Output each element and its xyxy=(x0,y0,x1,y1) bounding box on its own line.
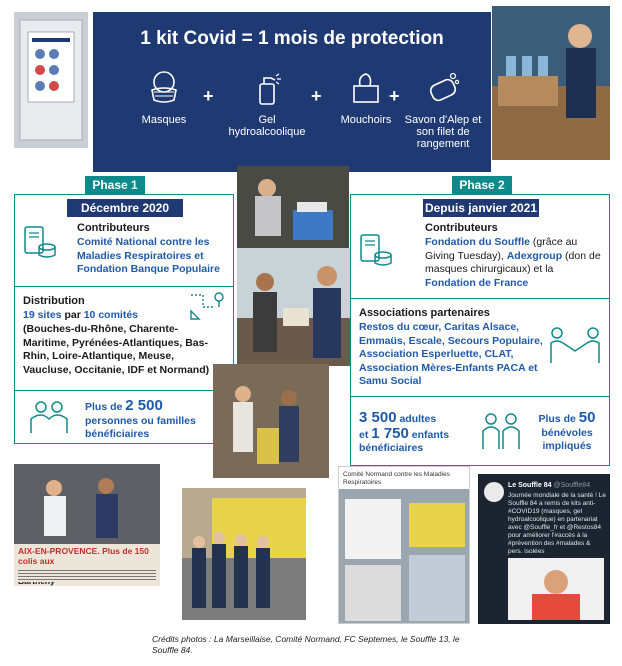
tweet-author: Le Souffle 84 @Souffle84 xyxy=(508,482,591,489)
photo-credits: Crédits photos : La Marseillaise, Comité Normand, FC Septemes, le Souffle 13, le Souffle 84. xyxy=(152,634,460,655)
tissue-box-icon xyxy=(346,68,386,108)
newspaper-clipping-photo xyxy=(14,464,160,586)
kit-item-tissues: Mouchoirs xyxy=(329,68,403,126)
phase1-beneficiaries-panel xyxy=(14,390,234,444)
mask-icon xyxy=(144,68,184,108)
plus-sign: + xyxy=(311,86,322,106)
volunteers-warehouse-photo xyxy=(492,6,610,160)
truck-team-photo xyxy=(182,488,306,620)
delivery-room-photo xyxy=(237,248,353,366)
tweet-screenshot xyxy=(478,474,610,624)
phase1-dist-list: (Bouches-du-Rhône, Charente-Maritime, Pyrénées-Atlantiques, Bas-Rhin, Loire-Atlantique, Meuse, Vaucluse, Occitanie, IDF et Normand) xyxy=(23,323,210,376)
volunteer-boxes-photo xyxy=(237,166,349,248)
newspaper-body-lines xyxy=(18,568,156,582)
phase2-associations-panel xyxy=(350,298,610,398)
phase2-volunteers: Plus de 50 bénévoles impliqués xyxy=(538,409,596,452)
facebook-post-photo xyxy=(338,466,470,624)
phase2-tab: Phase 2 xyxy=(452,176,512,194)
phase2-date: Depuis janvier 2021 xyxy=(424,201,538,215)
gel-bottle-icon xyxy=(247,68,287,108)
kit-banner xyxy=(93,12,491,172)
phase1-contrib-title: Contributeurs xyxy=(77,222,150,234)
kit-item-gel: Gel hydroalcoolique xyxy=(227,68,307,138)
kit-bag-photo xyxy=(14,12,88,148)
soap-icon xyxy=(423,68,463,108)
money-stack-icon xyxy=(359,233,393,269)
phase1-dist-title: Distribution xyxy=(23,295,85,307)
phase2-contrib-text: Fondation du Souffle (grâce au Giving Tuesday), Adexgroup (don de masques chirurgicaux) et la Fondation de France xyxy=(425,236,601,289)
map-route-icon xyxy=(187,289,227,323)
tweet-avatar xyxy=(484,482,504,502)
people-icon xyxy=(27,399,71,437)
newspaper-headline: AIX-EN-PROVENCE. Plus de 150 colis aux xyxy=(18,546,149,566)
phase2-beneficiaries-panel xyxy=(350,396,610,466)
banner-title: 1 kit Covid = 1 mois de protection xyxy=(140,28,444,49)
kit-item-masks: Masques xyxy=(127,68,201,126)
facebook-post-caption: Comité Normand contre les Maladies Respiratoires xyxy=(343,471,450,486)
phase2-assoc-title: Associations partenaires xyxy=(359,307,490,319)
handshake-icon xyxy=(547,325,603,365)
phase1-dist-sites: 19 sites par 10 comités xyxy=(23,309,138,321)
phase1-contrib-text: Comité National contre les Maladies Respiratoires et Fondation Banque Populaire xyxy=(77,236,220,275)
phase1-contributors-panel xyxy=(14,194,234,288)
plus-sign: + xyxy=(389,86,400,106)
distribution-crowd-photo xyxy=(213,364,329,478)
money-stack-icon xyxy=(23,225,57,261)
tweet-text: Journée mondiale de la santé ! Le Souffle 84 a remis de kits anti-#COVID19 (masques, gel hydroalcoolique) en partenariat avec @Souffle_fr et @Restos84 pour améliorer l'#accès à la #prévention des #malades & pers. isolées xyxy=(508,492,606,555)
phase2-contrib-title: Contributeurs xyxy=(425,222,498,234)
phase1-distribution-panel xyxy=(14,286,234,392)
phase2-assoc-text: Restos du cœur, Caritas Alsace, Emmaüs, Escale, Secours Populaire, Association Esperluette, CLAT, Association Mères-Enfants PACA et Samu Social xyxy=(359,321,543,387)
family-icon xyxy=(479,411,523,451)
phase1-tab: Phase 1 xyxy=(85,176,145,194)
plus-sign: + xyxy=(203,86,214,106)
phase2-benef-counts: 3 500 adultes et 1 750 enfants bénéficiaires xyxy=(359,409,450,454)
kit-item-soap: Savon d'Alep et son filet de rangement xyxy=(401,68,485,150)
phase1-date: Décembre 2020 xyxy=(67,199,183,217)
phase1-benef-text: Plus de 2 500 personnes ou familles bénéficiaires xyxy=(85,397,196,440)
phase2-contributors-panel xyxy=(350,194,610,300)
